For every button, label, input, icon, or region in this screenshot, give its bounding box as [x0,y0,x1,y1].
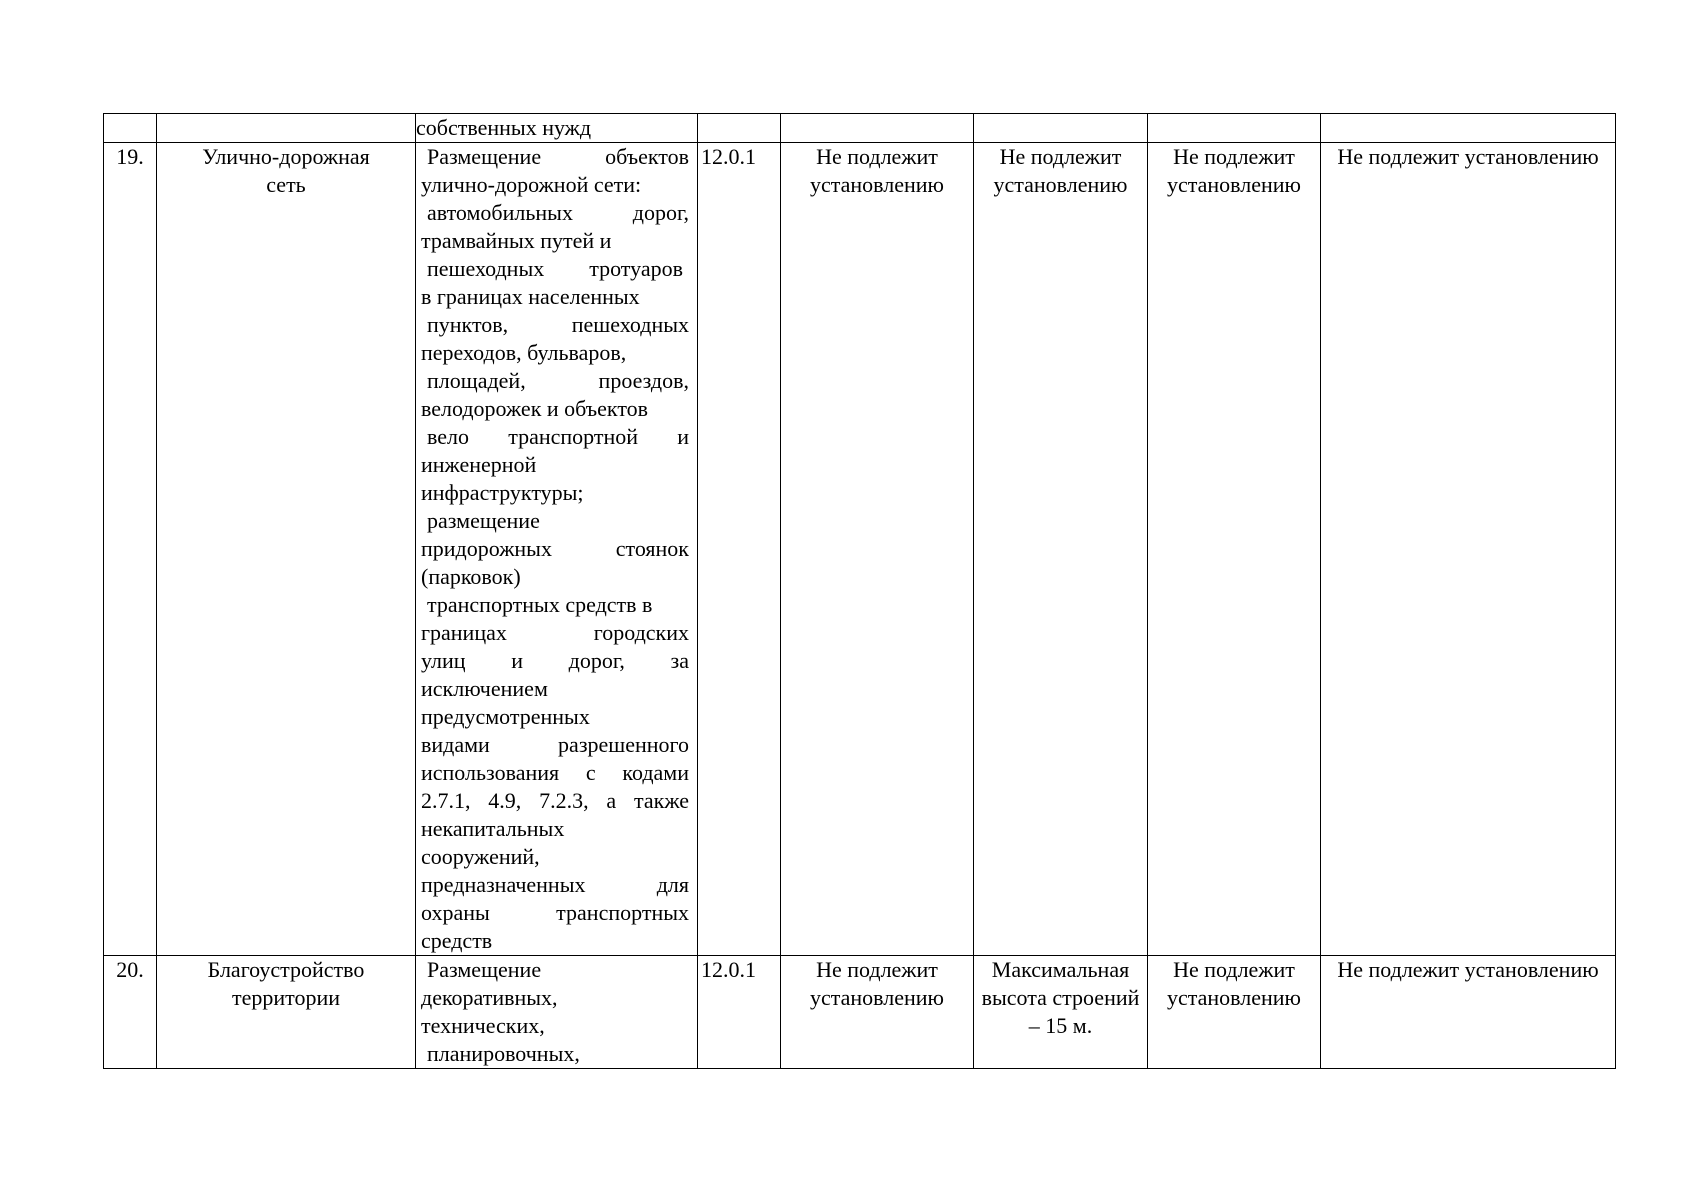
description-line: велодорожек и объектов [421,396,649,421]
cell-name [157,143,416,956]
description-line: технических, [421,1013,545,1038]
col5-text: Не подлежит установлению [809,957,944,1010]
cell-col5 [781,143,974,956]
description-line: предназначенных для [421,872,689,897]
cell-col8: Не подлежит установлению [1321,956,1616,1069]
description-line: видами разрешенного [421,732,689,757]
table-row [104,114,1616,143]
name-text: Улично-дорожная сеть [202,144,370,197]
description-line: охраны транспортных [421,900,689,925]
description-line: использования с кодами [421,760,689,785]
cell-col8: Не подлежит установлению [1321,143,1616,956]
col7-text: Не подлежит установлению [1166,144,1301,197]
col7-text: Не подлежит установлению [1166,957,1301,1010]
description-line: вело транспортной и [427,424,689,449]
cell-number: 20. [104,956,157,1069]
cell-col6 [974,143,1148,956]
cell-code [698,114,781,143]
description-line: трамвайных путей и [421,228,612,253]
cell-col6 [974,956,1148,1069]
description-line: исключением [421,676,548,701]
table-row [104,143,1616,956]
description-line: транспортных средств в [427,592,653,617]
description-text: собственных нужд [416,115,592,140]
cell-col7 [1148,143,1321,956]
description-line: средств [421,928,493,953]
description-line: улиц и дорог, за [421,648,689,673]
cell-col5 [781,114,974,143]
description-line: Размещение объектов [427,144,689,169]
description-line: планировочных, [427,1041,580,1066]
description-line: придорожных стоянок [421,536,689,561]
description-line: в границах населенных [421,284,640,309]
cell-col7 [1148,956,1321,1069]
cell-description [416,143,698,956]
description-line: границах городских [421,620,689,645]
cell-code: 12.0.1 [698,956,781,1069]
cell-description [416,114,698,143]
description-line: размещение [427,508,540,533]
description-line: предусмотренных [421,704,590,729]
cell-col6 [974,114,1148,143]
cell-name [157,956,416,1069]
description-line: площадей, проездов, [427,368,689,393]
col6-text: Максимальная высота строений – 15 м. [981,957,1140,1038]
cell-number: 19. [104,143,157,956]
description-line: переходов, бульваров, [421,340,627,365]
cell-col7 [1148,114,1321,143]
description-line: 2.7.1, 4.9, 7.2.3, а также [421,788,689,813]
cell-number [104,114,157,143]
description-line: Размещение [427,957,542,982]
description-line: пешеходных тротуаров [427,256,683,281]
col5-text: Не подлежит установлению [809,144,944,197]
description-line: улично-дорожной сети: [421,172,642,197]
table-row [104,956,1616,1069]
cell-description [416,956,698,1069]
description-line: сооружений, [421,844,540,869]
description-line: автомобильных дорог, [427,200,689,225]
cell-col8 [1321,114,1616,143]
cell-name [157,114,416,143]
description-line: некапитальных [421,816,565,841]
land-use-table [103,113,1616,1069]
description-line: пунктов, пешеходных [427,312,689,337]
name-text: Благоустройство территории [207,957,365,1010]
description-line: (парковок) [421,564,521,589]
cell-code: 12.0.1 [698,143,781,956]
col6-text: Не подлежит установлению [993,144,1128,197]
description-line: инфраструктуры; [421,480,584,505]
description-line: инженерной [421,452,537,477]
cell-col5 [781,956,974,1069]
description-line: декоративных, [421,985,558,1010]
